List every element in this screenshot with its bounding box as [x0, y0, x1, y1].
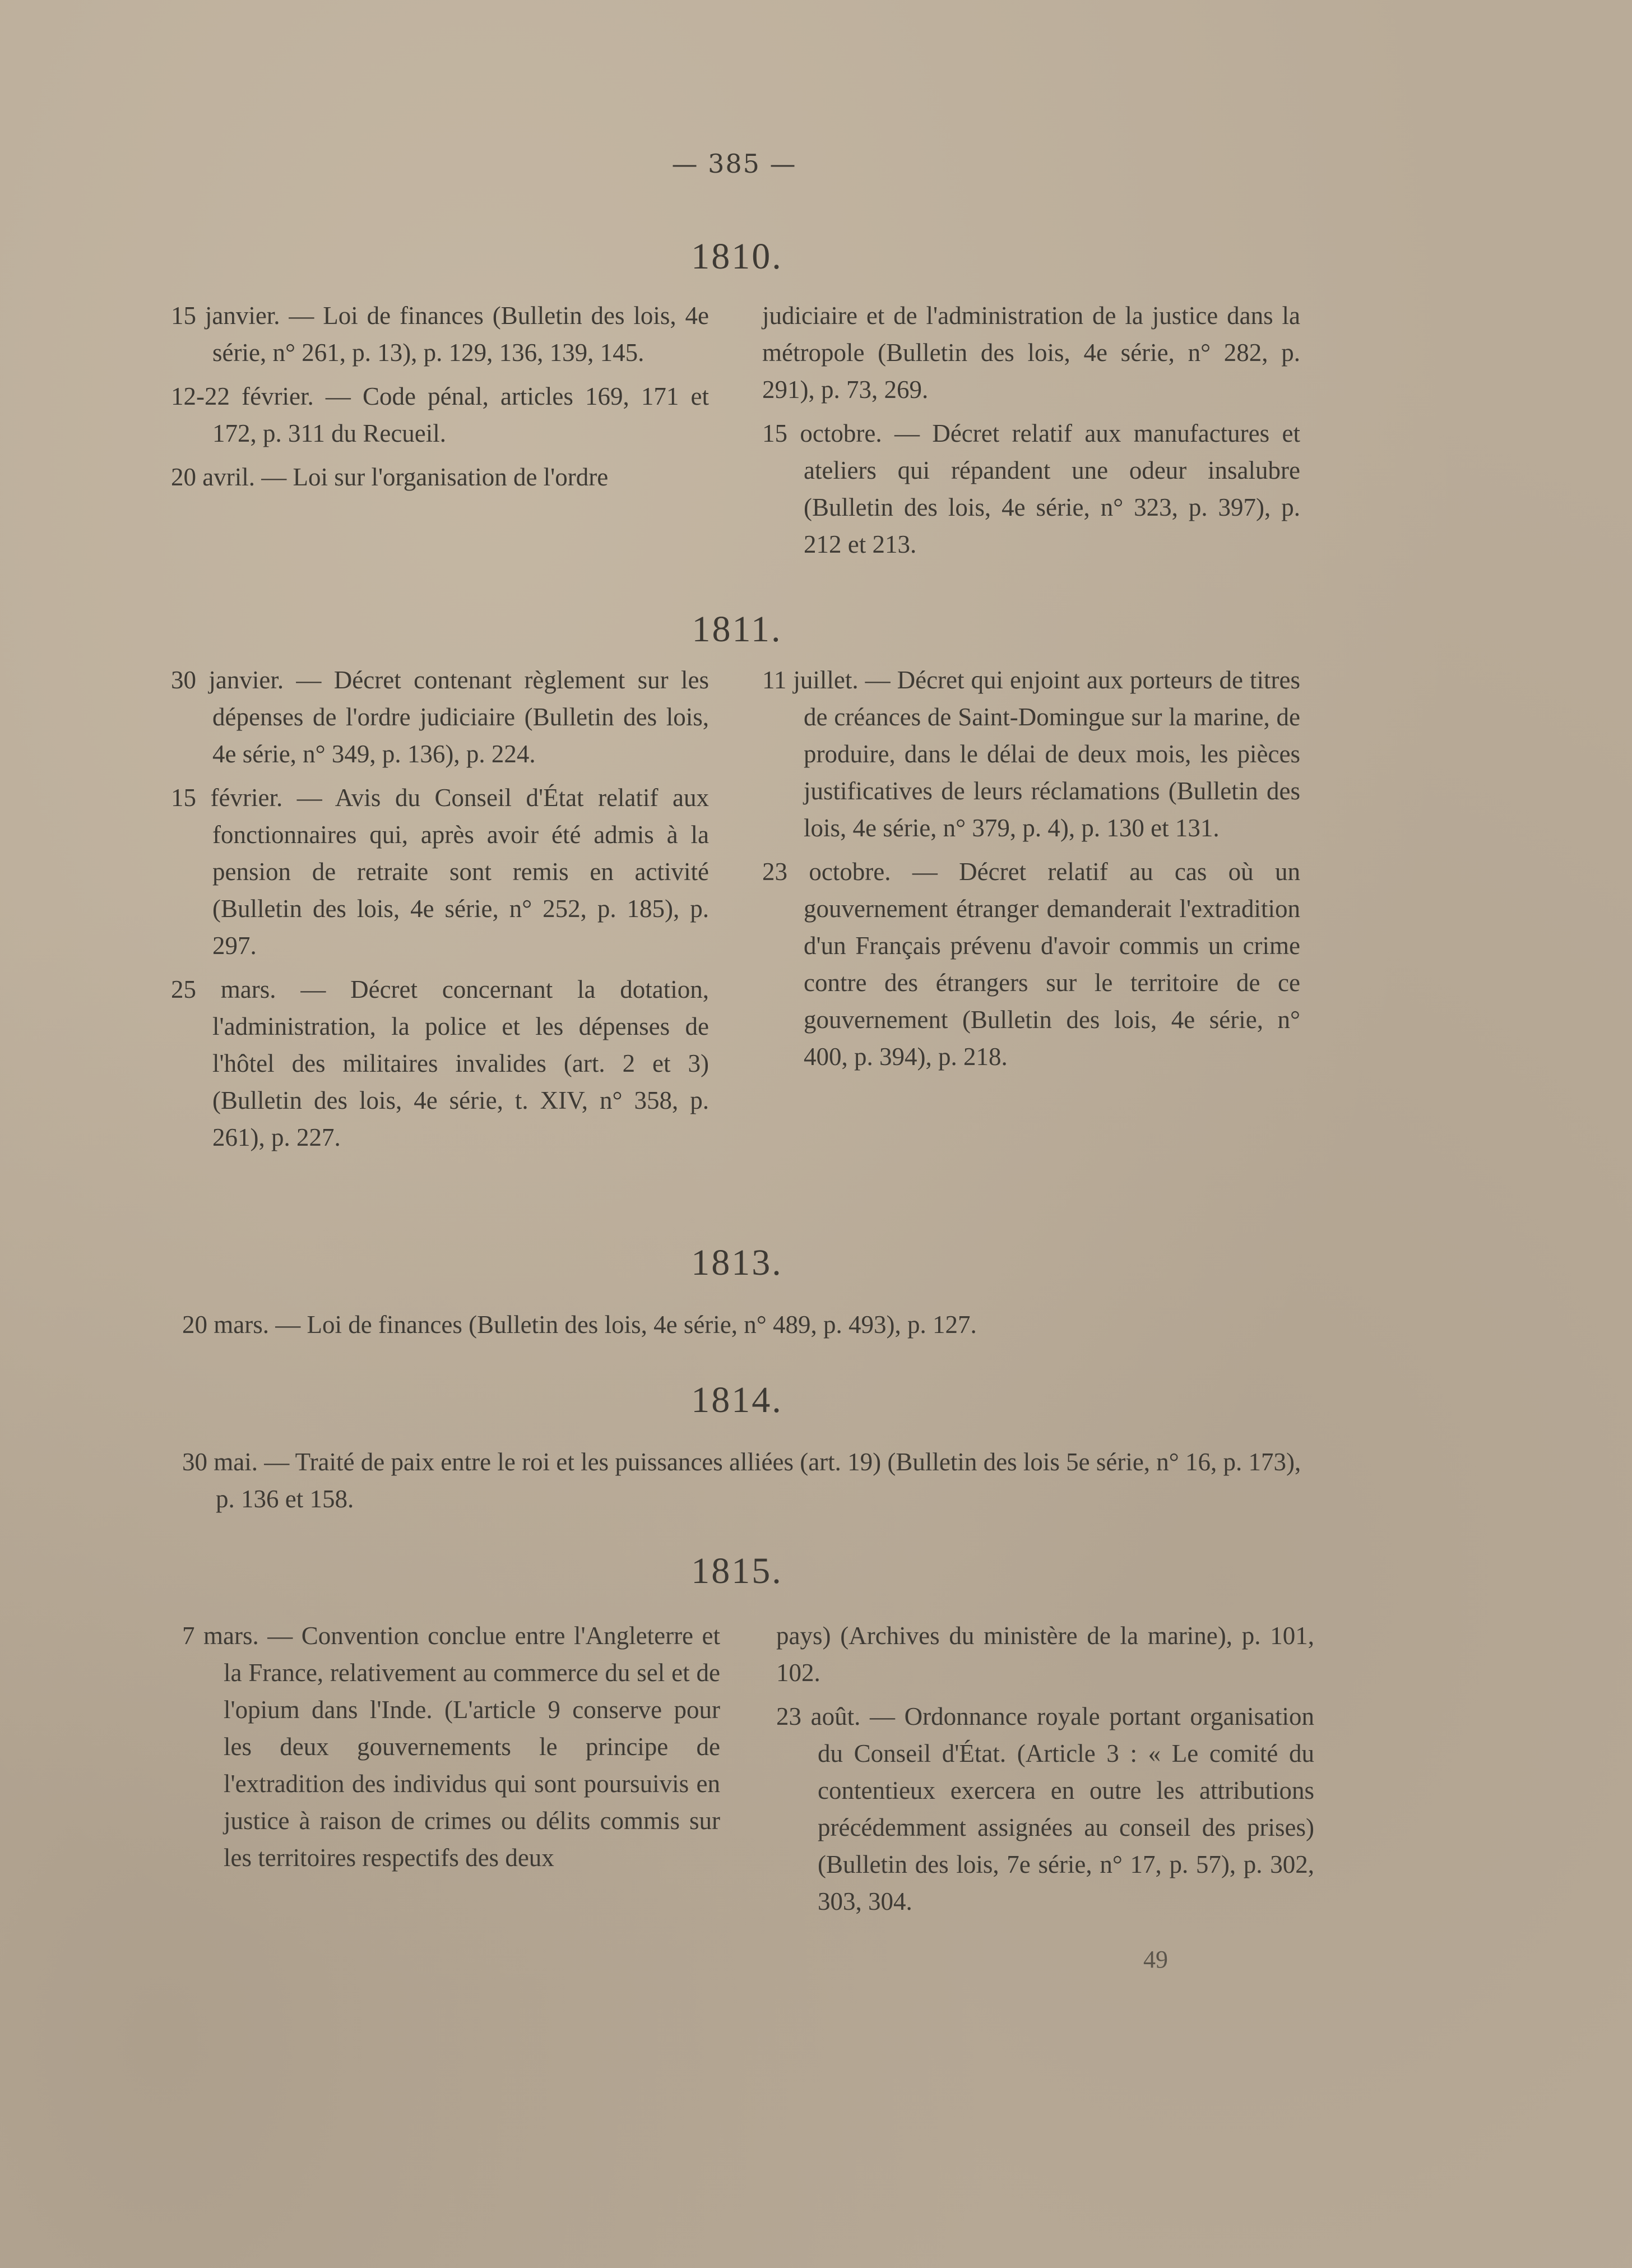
entry: 15 octobre. — Décret relatif aux manufactures et ateliers qui répandent une odeur insalubre (Bulletin des lois, 4e série, n° 323, p. 397), p. 212 et 213. — [762, 419, 1300, 558]
entry: 23 octobre. — Décret relatif au cas où un gouvernement étranger demanderait l'extradition d'un Français prévenu d'avoir commis un crime contre des étrangers sur le territoire de ce gouvernement (Bulletin des lois, 4e série, n° 400, p. 394), p. 218. — [762, 858, 1300, 1071]
entry-1814: 30 mai. — Traité de paix entre le roi et les puissances alliées (art. 19) (Bulletin des lois 5e série, n° 16, p. 173), p. 136 et 158. — [182, 1448, 1301, 1513]
entry: 23 août. — Ordonnance royale portant organisation du Conseil d'État. (Article 3 : « Le comité du contentieux exercera en outre les attributions précédemment assignées au conseil des prises) (Bulletin des lois, 7e série, n° 17, p. 57), p. 302, 303, 304. — [776, 1702, 1314, 1915]
column-right-1810 — [762, 297, 1300, 570]
column-right-1815 — [776, 1617, 1314, 1927]
entry-continued: judiciaire et de l'administration de la justice dans la métropole (Bulletin des lois, 4e série, n° 282, p. 291), p. 73, 269. — [762, 302, 1300, 404]
entry: 12-22 février. — Code pénal, articles 169, 171 et 172, p. 311 du Recueil. — [171, 382, 709, 447]
folio-mark: 49 — [1143, 1946, 1168, 1973]
entry: 7 mars. — Convention conclue entre l'Angleterre et la France, relativement au commerce du sel et de l'opium dans l'Inde. (L'article 9 conserve pour les deux gouvernements le principe de l'extradition des individus qui sont poursuivis en justice à raison de crimes ou délits commis sur les territoires respectifs des deux — [182, 1622, 720, 1872]
entry: 30 janvier. — Décret contenant règlement sur les dépenses de l'ordre judiciaire (Bulletin des lois, 4e série, n° 349, p. 136), p. 224. — [171, 666, 709, 768]
entry: 25 mars. — Décret concernant la dotation, l'administration, la police et les dépenses de l'hôtel des militaires invalides (art. 2 et 3) (Bulletin des lois, 4e série, t. XIV, n° 358, p. 261), p. 227. — [171, 975, 709, 1151]
entry: 20 avril. — Loi sur l'organisation de l'ordre — [171, 463, 609, 491]
entry: 15 janvier. — Loi de finances (Bulletin des lois, 4e série, n° 261, p. 13), p. 129, 136, 139, 145. — [171, 302, 709, 367]
entry: 15 février. — Avis du Conseil d'État relatif aux fonctionnaires qui, après avoir été admis à la pension de retraite sont remis en activité (Bulletin des lois, 4e série, n° 252, p. 185), p. 297. — [171, 784, 709, 960]
year-heading-1811: 1811. — [692, 609, 782, 650]
column-left-1811 — [171, 661, 709, 1163]
year-heading-1814: 1814. — [691, 1380, 783, 1420]
entry: 11 juillet. — Décret qui enjoint aux porteurs de titres de créances de Saint-Domingue sur la marine, de produire, dans le délai de deux mois, les pièces justificatives de leurs réclamations (Bulletin des lois, 4e série, n° 379, p. 4), p. 130 et 131. — [762, 666, 1300, 842]
entry-1813: 20 mars. — Loi de finances (Bulletin des lois, 4e série, n° 489, p. 493), p. 127. — [182, 1311, 977, 1339]
year-heading-1813: 1813. — [691, 1242, 783, 1283]
page-number-header: — 385 — — [671, 149, 797, 179]
year-heading-1810: 1810. — [691, 236, 783, 277]
column-left-1815 — [182, 1617, 720, 1883]
column-right-1811 — [762, 661, 1300, 1082]
year-heading-1815: 1815. — [691, 1550, 783, 1591]
entry-continued: pays) (Archives du ministère de la marine), p. 101, 102. — [776, 1622, 1314, 1687]
column-left-1810 — [171, 297, 709, 502]
